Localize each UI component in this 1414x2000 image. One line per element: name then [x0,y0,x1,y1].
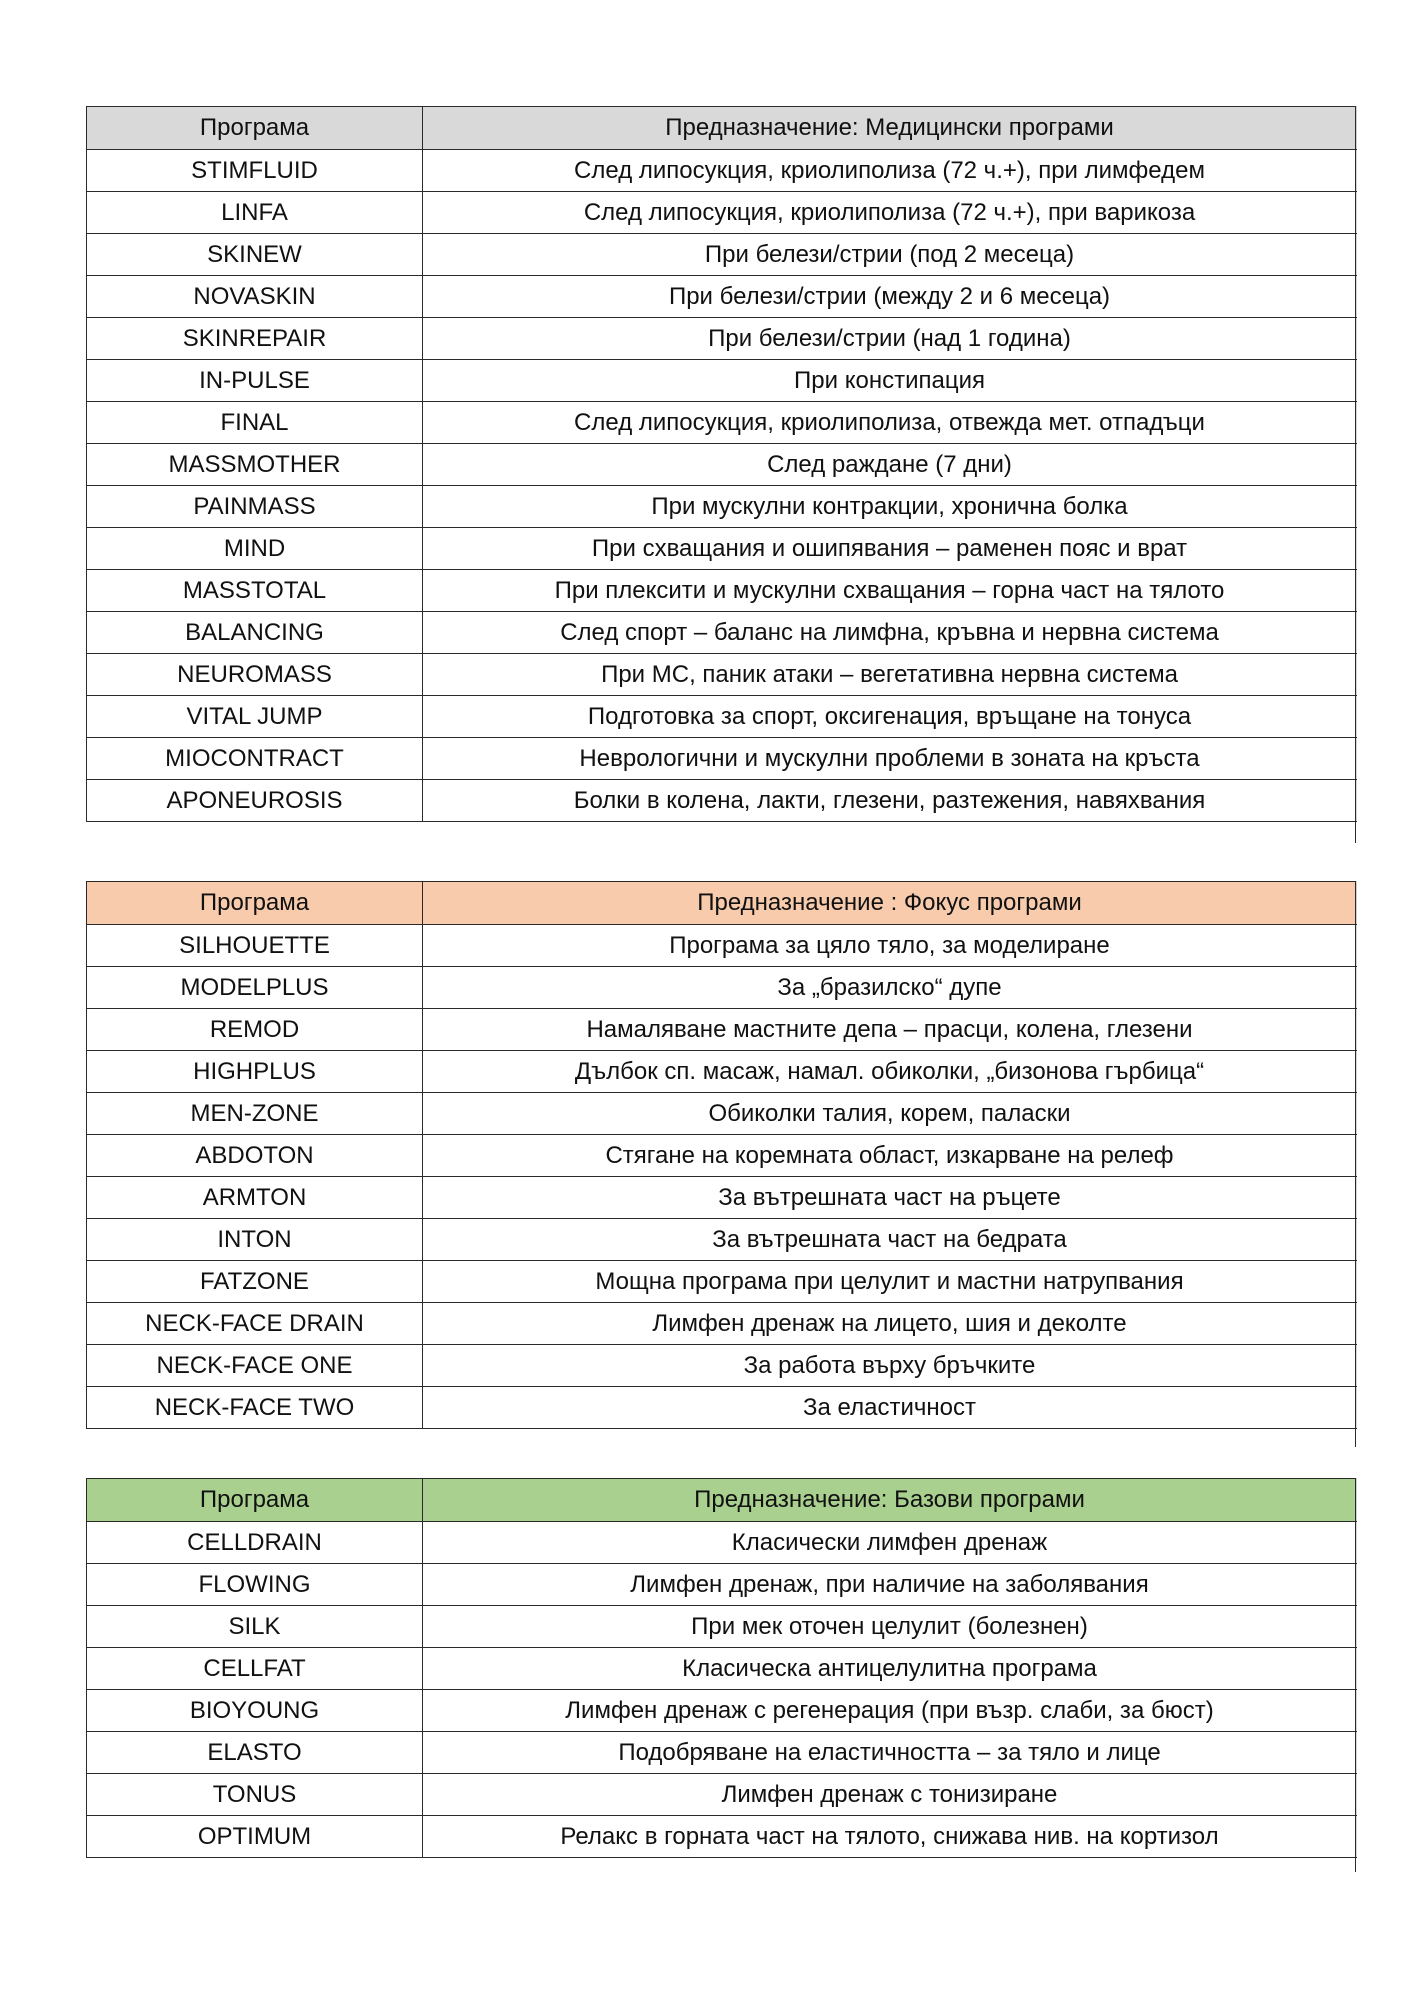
program-name-cell: INTON [87,1219,423,1261]
table-row [87,1261,1357,1303]
table-row [87,654,1357,696]
program-name-cell: ELASTO [87,1732,423,1774]
table-row [87,1219,1357,1261]
table-row [87,150,1357,192]
program-purpose-cell: При белези/стрии (под 2 месеца) [423,234,1357,276]
program-name-cell: MEN-ZONE [87,1093,423,1135]
header-program: Програма [87,882,423,925]
focus-programs-table [86,881,1357,1429]
table-row [87,1177,1357,1219]
program-purpose-cell: Мощна програма при целулит и мастни натрупвания [423,1261,1357,1303]
program-name-cell: APONEUROSIS [87,780,423,822]
table-row [87,234,1357,276]
program-purpose-cell: За вътрешната част на бедрата [423,1219,1357,1261]
program-purpose-cell: За еластичност [423,1387,1357,1429]
program-name-cell: BIOYOUNG [87,1690,423,1732]
program-name-cell: NEUROMASS [87,654,423,696]
program-purpose-cell: При констипация [423,360,1357,402]
table-row [87,486,1357,528]
table-row [87,570,1357,612]
table-header-row [87,882,1357,925]
table-header-row [87,1479,1357,1522]
program-purpose-cell: Класическа антицелулитна програма [423,1648,1357,1690]
header-purpose: Предназначение: Медицински програми [423,107,1357,150]
program-name-cell: VITAL JUMP [87,696,423,738]
table-right-edge [1355,106,1356,843]
program-name-cell: REMOD [87,1009,423,1051]
table-row [87,444,1357,486]
table-row [87,276,1357,318]
table-row [87,1009,1357,1051]
program-name-cell: LINFA [87,192,423,234]
header-program: Програма [87,107,423,150]
table-row [87,1135,1357,1177]
program-purpose-cell: Лимфен дренаж с регенерация (при възр. слаби, за бюст) [423,1690,1357,1732]
medical-programs-table [86,106,1357,822]
table-row [87,967,1357,1009]
table-row [87,1606,1357,1648]
program-purpose-cell: Неврологични и мускулни проблеми в зоната на кръста [423,738,1357,780]
program-name-cell: SILK [87,1606,423,1648]
table-row [87,612,1357,654]
program-purpose-cell: При МС, паник атаки – вегетативна нервна система [423,654,1357,696]
table-row [87,1345,1357,1387]
program-purpose-cell: При белези/стрии (между 2 и 6 месеца) [423,276,1357,318]
table-row [87,1051,1357,1093]
program-purpose-cell: За вътрешната част на ръцете [423,1177,1357,1219]
program-purpose-cell: За работа върху бръчките [423,1345,1357,1387]
program-name-cell: PAINMASS [87,486,423,528]
program-purpose-cell: При схващания и ошипявания – раменен пояс и врат [423,528,1357,570]
table-right-edge [1355,881,1356,1447]
program-purpose-cell: Стягане на коремната област, изкарване на релеф [423,1135,1357,1177]
program-purpose-cell: При белези/стрии (над 1 година) [423,318,1357,360]
program-purpose-cell: Дълбок сп. масаж, намал. обиколки, „бизонова гърбица“ [423,1051,1357,1093]
program-purpose-cell: След липосукция, криолиполиза (72 ч.+), при варикоза [423,192,1357,234]
program-name-cell: IN-PULSE [87,360,423,402]
table-row [87,925,1357,967]
program-purpose-cell: Подготовка за спорт, оксигенация, връщане на тонуса [423,696,1357,738]
program-name-cell: NOVASKIN [87,276,423,318]
table-row [87,1774,1357,1816]
table-row [87,1816,1357,1858]
program-name-cell: SKINREPAIR [87,318,423,360]
table-row [87,1564,1357,1606]
program-purpose-cell: Болки в колена, лакти, глезени, разтежения, навяхвания [423,780,1357,822]
program-name-cell: MASSMOTHER [87,444,423,486]
table-row [87,780,1357,822]
program-purpose-cell: При мек оточен целулит (болезнен) [423,1606,1357,1648]
program-name-cell: MIND [87,528,423,570]
header-purpose: Предназначение: Базови програми [423,1479,1357,1522]
table-row [87,360,1357,402]
program-name-cell: OPTIMUM [87,1816,423,1858]
program-purpose-cell: Лимфен дренаж на лицето, шия и деколте [423,1303,1357,1345]
program-name-cell: SILHOUETTE [87,925,423,967]
table-row [87,1522,1357,1564]
program-name-cell: FLOWING [87,1564,423,1606]
table-row [87,528,1357,570]
header-purpose: Предназначение : Фокус програми [423,882,1357,925]
table-row [87,696,1357,738]
program-purpose-cell: След липосукция, криолиполиза (72 ч.+), при лимфедем [423,150,1357,192]
program-purpose-cell: Намаляване мастните депа – прасци, колена, глезени [423,1009,1357,1051]
program-purpose-cell: При мускулни контракции, хронична болка [423,486,1357,528]
table-row [87,1387,1357,1429]
program-name-cell: TONUS [87,1774,423,1816]
program-purpose-cell: Релакс в горната част на тялото, снижава нив. на кортизол [423,1816,1357,1858]
program-purpose-cell: Лимфен дренаж, при наличие на заболявания [423,1564,1357,1606]
program-purpose-cell: Подобряване на еластичността – за тяло и лице [423,1732,1357,1774]
table-row [87,1690,1357,1732]
program-name-cell: MODELPLUS [87,967,423,1009]
program-purpose-cell: След раждане (7 дни) [423,444,1357,486]
program-name-cell: MIOCONTRACT [87,738,423,780]
program-name-cell: NECK-FACE DRAIN [87,1303,423,1345]
program-name-cell: STIMFLUID [87,150,423,192]
table-row [87,402,1357,444]
table-row [87,1732,1357,1774]
table-header-row [87,107,1357,150]
table-row [87,1303,1357,1345]
program-name-cell: NECK-FACE TWO [87,1387,423,1429]
program-name-cell: HIGHPLUS [87,1051,423,1093]
program-name-cell: ARMTON [87,1177,423,1219]
program-name-cell: FATZONE [87,1261,423,1303]
program-purpose-cell: След липосукция, криолиполиза, отвежда мет. отпадъци [423,402,1357,444]
base-programs-table [86,1478,1357,1858]
program-name-cell: NECK-FACE ONE [87,1345,423,1387]
program-purpose-cell: След спорт – баланс на лимфна, кръвна и нервна система [423,612,1357,654]
program-purpose-cell: За „бразилско“ дупе [423,967,1357,1009]
program-purpose-cell: При плексити и мускулни схващания – горна част на тялото [423,570,1357,612]
program-name-cell: SKINEW [87,234,423,276]
program-purpose-cell: Лимфен дренаж с тонизиране [423,1774,1357,1816]
program-name-cell: BALANCING [87,612,423,654]
table-row [87,192,1357,234]
table-row [87,738,1357,780]
program-name-cell: ABDOTON [87,1135,423,1177]
table-row [87,1648,1357,1690]
program-purpose-cell: Класически лимфен дренаж [423,1522,1357,1564]
program-name-cell: FINAL [87,402,423,444]
program-purpose-cell: Обиколки талия, корем, паласки [423,1093,1357,1135]
table-row [87,1093,1357,1135]
header-program: Програма [87,1479,423,1522]
table-right-edge [1355,1478,1356,1872]
program-purpose-cell: Програма за цяло тяло, за моделиране [423,925,1357,967]
program-name-cell: CELLFAT [87,1648,423,1690]
table-row [87,318,1357,360]
program-name-cell: MASSTOTAL [87,570,423,612]
program-name-cell: CELLDRAIN [87,1522,423,1564]
